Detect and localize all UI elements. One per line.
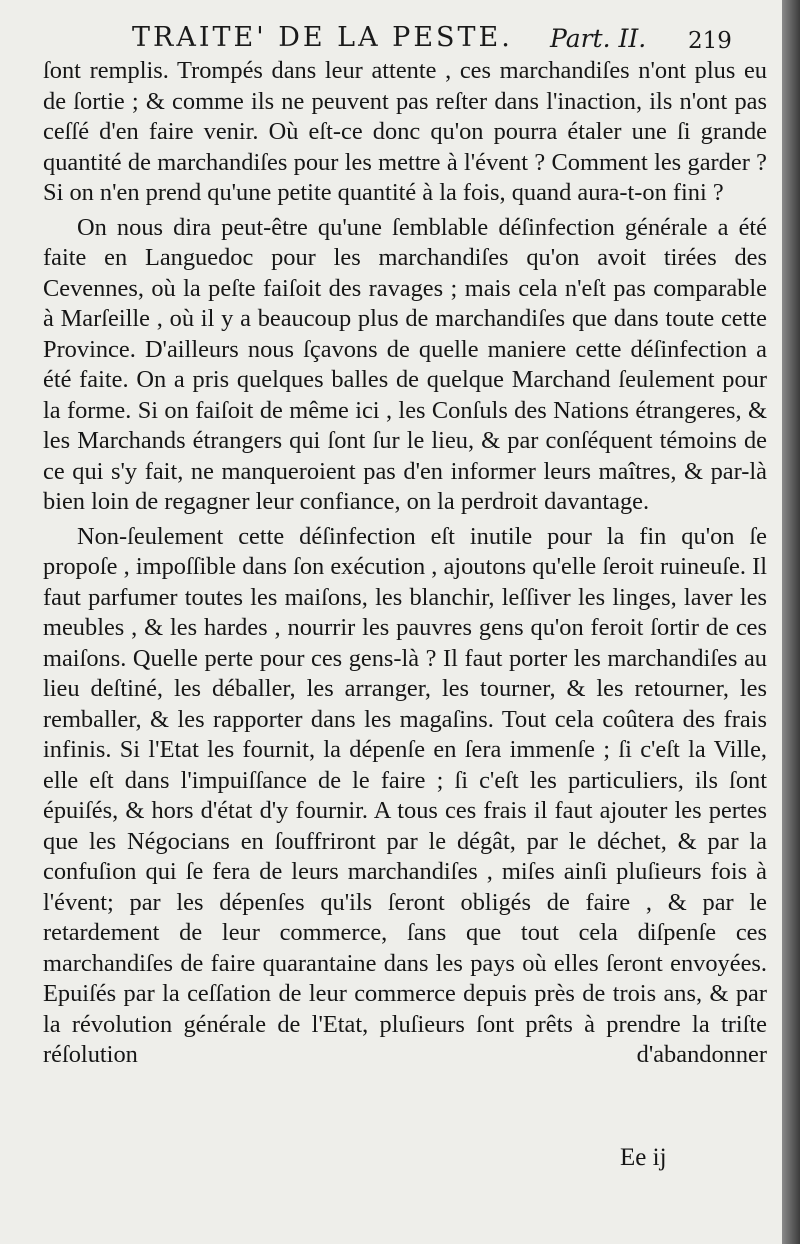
page-edge <box>782 0 800 1244</box>
paragraph-1: ſont remplis. Trompés dans leur attente , ces marchandiſes n'ont plus eu de ſortie ; & comme ils ne peuvent pas reſter dans l'inaction, ils n'ont pas ceſſé d'en faire venir. Où eſt-ce donc qu'on pourra étaler une ſi grande quantité de marchandiſes pour les mettre à l'évent ? Comment les garder ? Si on n'en prend qu'une petite quantité à la fois, quand aura-t-on fini ? <box>43 57 767 206</box>
body-text <box>43 56 767 1075</box>
page-number: 219 <box>688 28 732 54</box>
running-title: TRAITE' DE LA PESTE. <box>132 22 513 53</box>
paragraph-2: On nous dira peut-être qu'une ſemblable déſinfection générale a été faite en Languedoc pour les marchandiſes qu'on avoit tirées des Cevennes, où la peſte faiſoit des ravages ; mais cela n'eſt pas comparable à Marſeille , où il y a beaucoup plus de marchandiſes que dans toute cette Province. D'ailleurs nous ſçavons de quelle maniere cette déſinfection a été faite. On a pris quelques balles de quelque Marchand ſeulement pour la forme. Si on faiſoit de même ici , les Conſuls des Nations étrangeres, & les Marchands étrangers qui ſont ſur le lieu, & par conſéquent témoins de ce qui s'y fait, ne manqueroient pas d'en informer leurs maîtres, & par-là bien loin de regagner leur confiance, on la perdroit davantage. <box>43 213 767 515</box>
signature-mark: Ee ij <box>620 1144 667 1171</box>
paragraph-3: Non-ſeulement cette déſinfection eſt inutile pour la fin qu'on ſe propoſe , impoſſible dans ſon exécution , ajoutons qu'elle ſeroit ruineuſe. Il faut parfumer toutes les maiſons, les blanchir, leſſiver les linges, laver les meubles , & les hardes , nourrir les pauvres gens qu'on feroit ſortir de ces maiſons. Quelle perte pour ces gens-là ? Il faut porter les marchandiſes au lieu deſtiné, les déballer, les arranger, les tourner, & les retourner, les remballer, & les rapporter dans les magaſins. Tout cela coûtera des frais infinis. Si l'Etat les fournit, la dépenſe en ſera immenſe ; ſi c'eſt la Ville, elle eſt dans l'impuiſſance de le faire ; ſi c'eſt les particuliers, ils ſont épuiſés, & hors d'état d'y fournir. A tous ces frais il faut ajouter les pertes que les Négocians en ſouffriront par le dégât, par le déchet, & par la confuſion qui ſe fera de leurs marchandiſes , miſes ainſi pluſieurs fois à l'évent; par les dépenſes qu'ils ſeront obligés de faire , & par le retardement de leur commerce, ſans que tout cela diſpenſe ces marchandiſes de faire quarantaine dans les pays où elles ſeront envoyées. Epuiſés par la ceſſation de leur commerce depuis près de trois ans, & par la révolution générale de l'Etat, pluſieurs ſont prêts à prendre la triſte réſolution d'abandonner <box>43 522 767 1068</box>
running-part: Part. II. <box>550 24 647 53</box>
